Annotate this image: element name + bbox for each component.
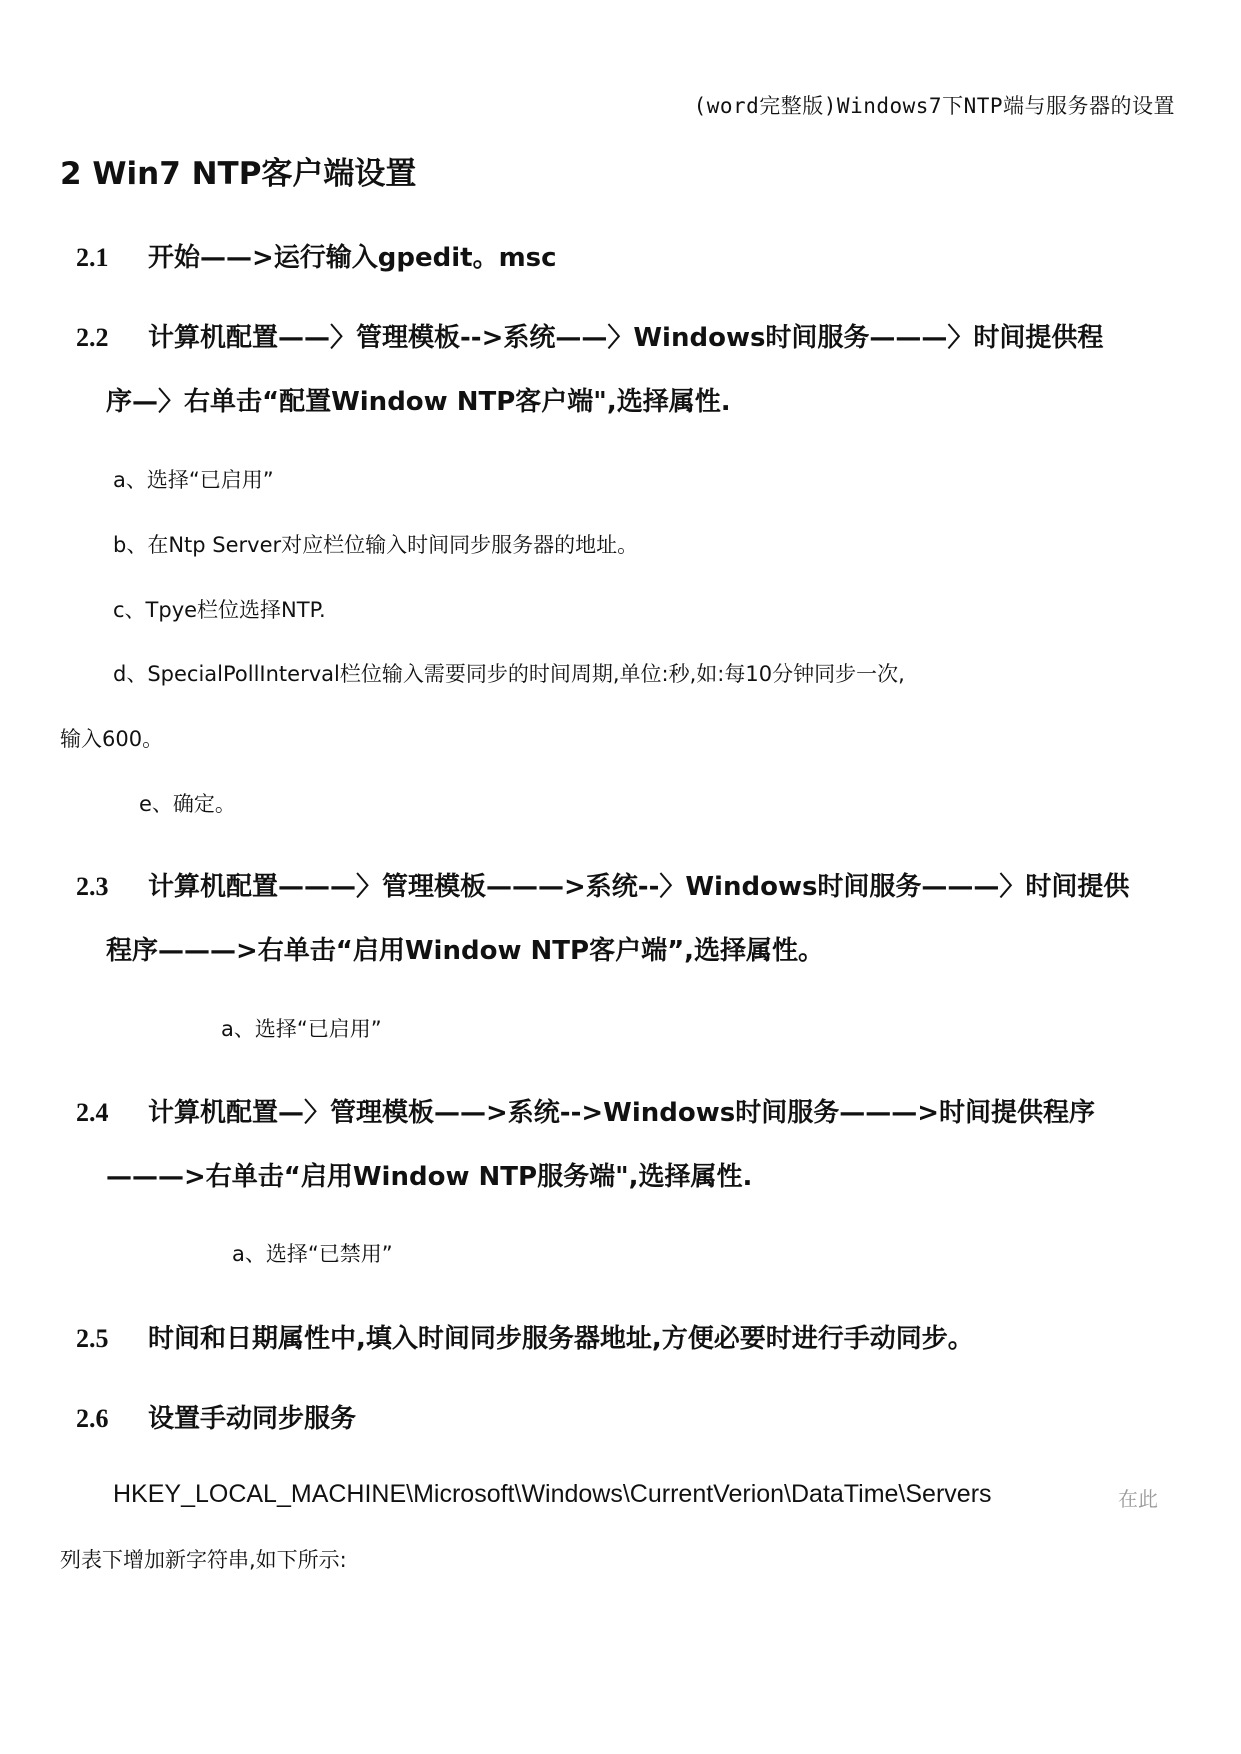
heading-2-2 bbox=[76, 317, 1103, 354]
list-item: c、Tpye栏位选择NTP. bbox=[113, 598, 326, 622]
paragraph-text: 列表下增加新字符串,如下所示: bbox=[60, 1548, 347, 1572]
heading-number: 2.1 bbox=[76, 243, 109, 272]
section-title: 2 Win7 NTP客户端设置 bbox=[60, 156, 417, 192]
heading-number: 2.5 bbox=[76, 1324, 109, 1353]
list-item: a、选择“已禁用” bbox=[232, 1242, 393, 1266]
page-header: (word完整版)Windows7下NTP端与服务器的设置 bbox=[693, 94, 1175, 118]
heading-2-3 bbox=[76, 866, 1129, 903]
heading-number: 2.2 bbox=[76, 323, 109, 352]
heading-number: 2.4 bbox=[76, 1098, 109, 1127]
heading-text: 设置手动同步服务 bbox=[148, 1404, 357, 1434]
heading-2-5 bbox=[76, 1318, 974, 1355]
registry-suffix: 在此 bbox=[1118, 1487, 1158, 1511]
heading-2-3-continuation: 程序———>右单击“启用Window NTP客户端”,选择属性。 bbox=[106, 936, 825, 966]
heading-2-4 bbox=[76, 1092, 1095, 1129]
heading-text: 计算机配置———〉管理模板———>系统--〉Windows时间服务———〉时间提供 bbox=[148, 872, 1130, 902]
list-item: a、选择“已启用” bbox=[221, 1017, 382, 1041]
list-item: a、选择“已启用” bbox=[113, 468, 274, 492]
heading-text: 时间和日期属性中,填入时间同步服务器地址,方便必要时进行手动同步。 bbox=[148, 1324, 974, 1354]
list-item: e、确定。 bbox=[139, 792, 236, 816]
heading-2-4-continuation: ———>右单击“启用Window NTP服务端",选择属性. bbox=[106, 1162, 753, 1192]
heading-text: 开始——>运行输入gpedit。msc bbox=[148, 243, 557, 273]
heading-number: 2.6 bbox=[76, 1404, 109, 1433]
heading-text: 计算机配置—〉管理模板——>系统-->Windows时间服务———>时间提供程序 bbox=[148, 1098, 1096, 1128]
list-item: b、在Ntp Server对应栏位输入时间同步服务器的地址。 bbox=[113, 533, 639, 557]
heading-2-2-continuation: 序—〉右单击“配置Window NTP客户端",选择属性. bbox=[106, 387, 731, 417]
heading-number: 2.3 bbox=[76, 872, 109, 901]
heading-2-1 bbox=[76, 237, 557, 274]
registry-path: HKEY_LOCAL_MACHINE\Microsoft\Windows\CurrentVerion\DataTime\Servers bbox=[113, 1480, 992, 1508]
heading-text: 计算机配置——〉管理模板-->系统——〉Windows时间服务———〉时间提供程 bbox=[148, 323, 1104, 353]
list-item: d、SpecialPollInterval栏位输入需要同步的时间周期,单位:秒,如:每10分钟同步一次, bbox=[113, 662, 905, 686]
heading-2-6 bbox=[76, 1398, 356, 1435]
list-item-continuation: 输入600。 bbox=[60, 727, 164, 751]
